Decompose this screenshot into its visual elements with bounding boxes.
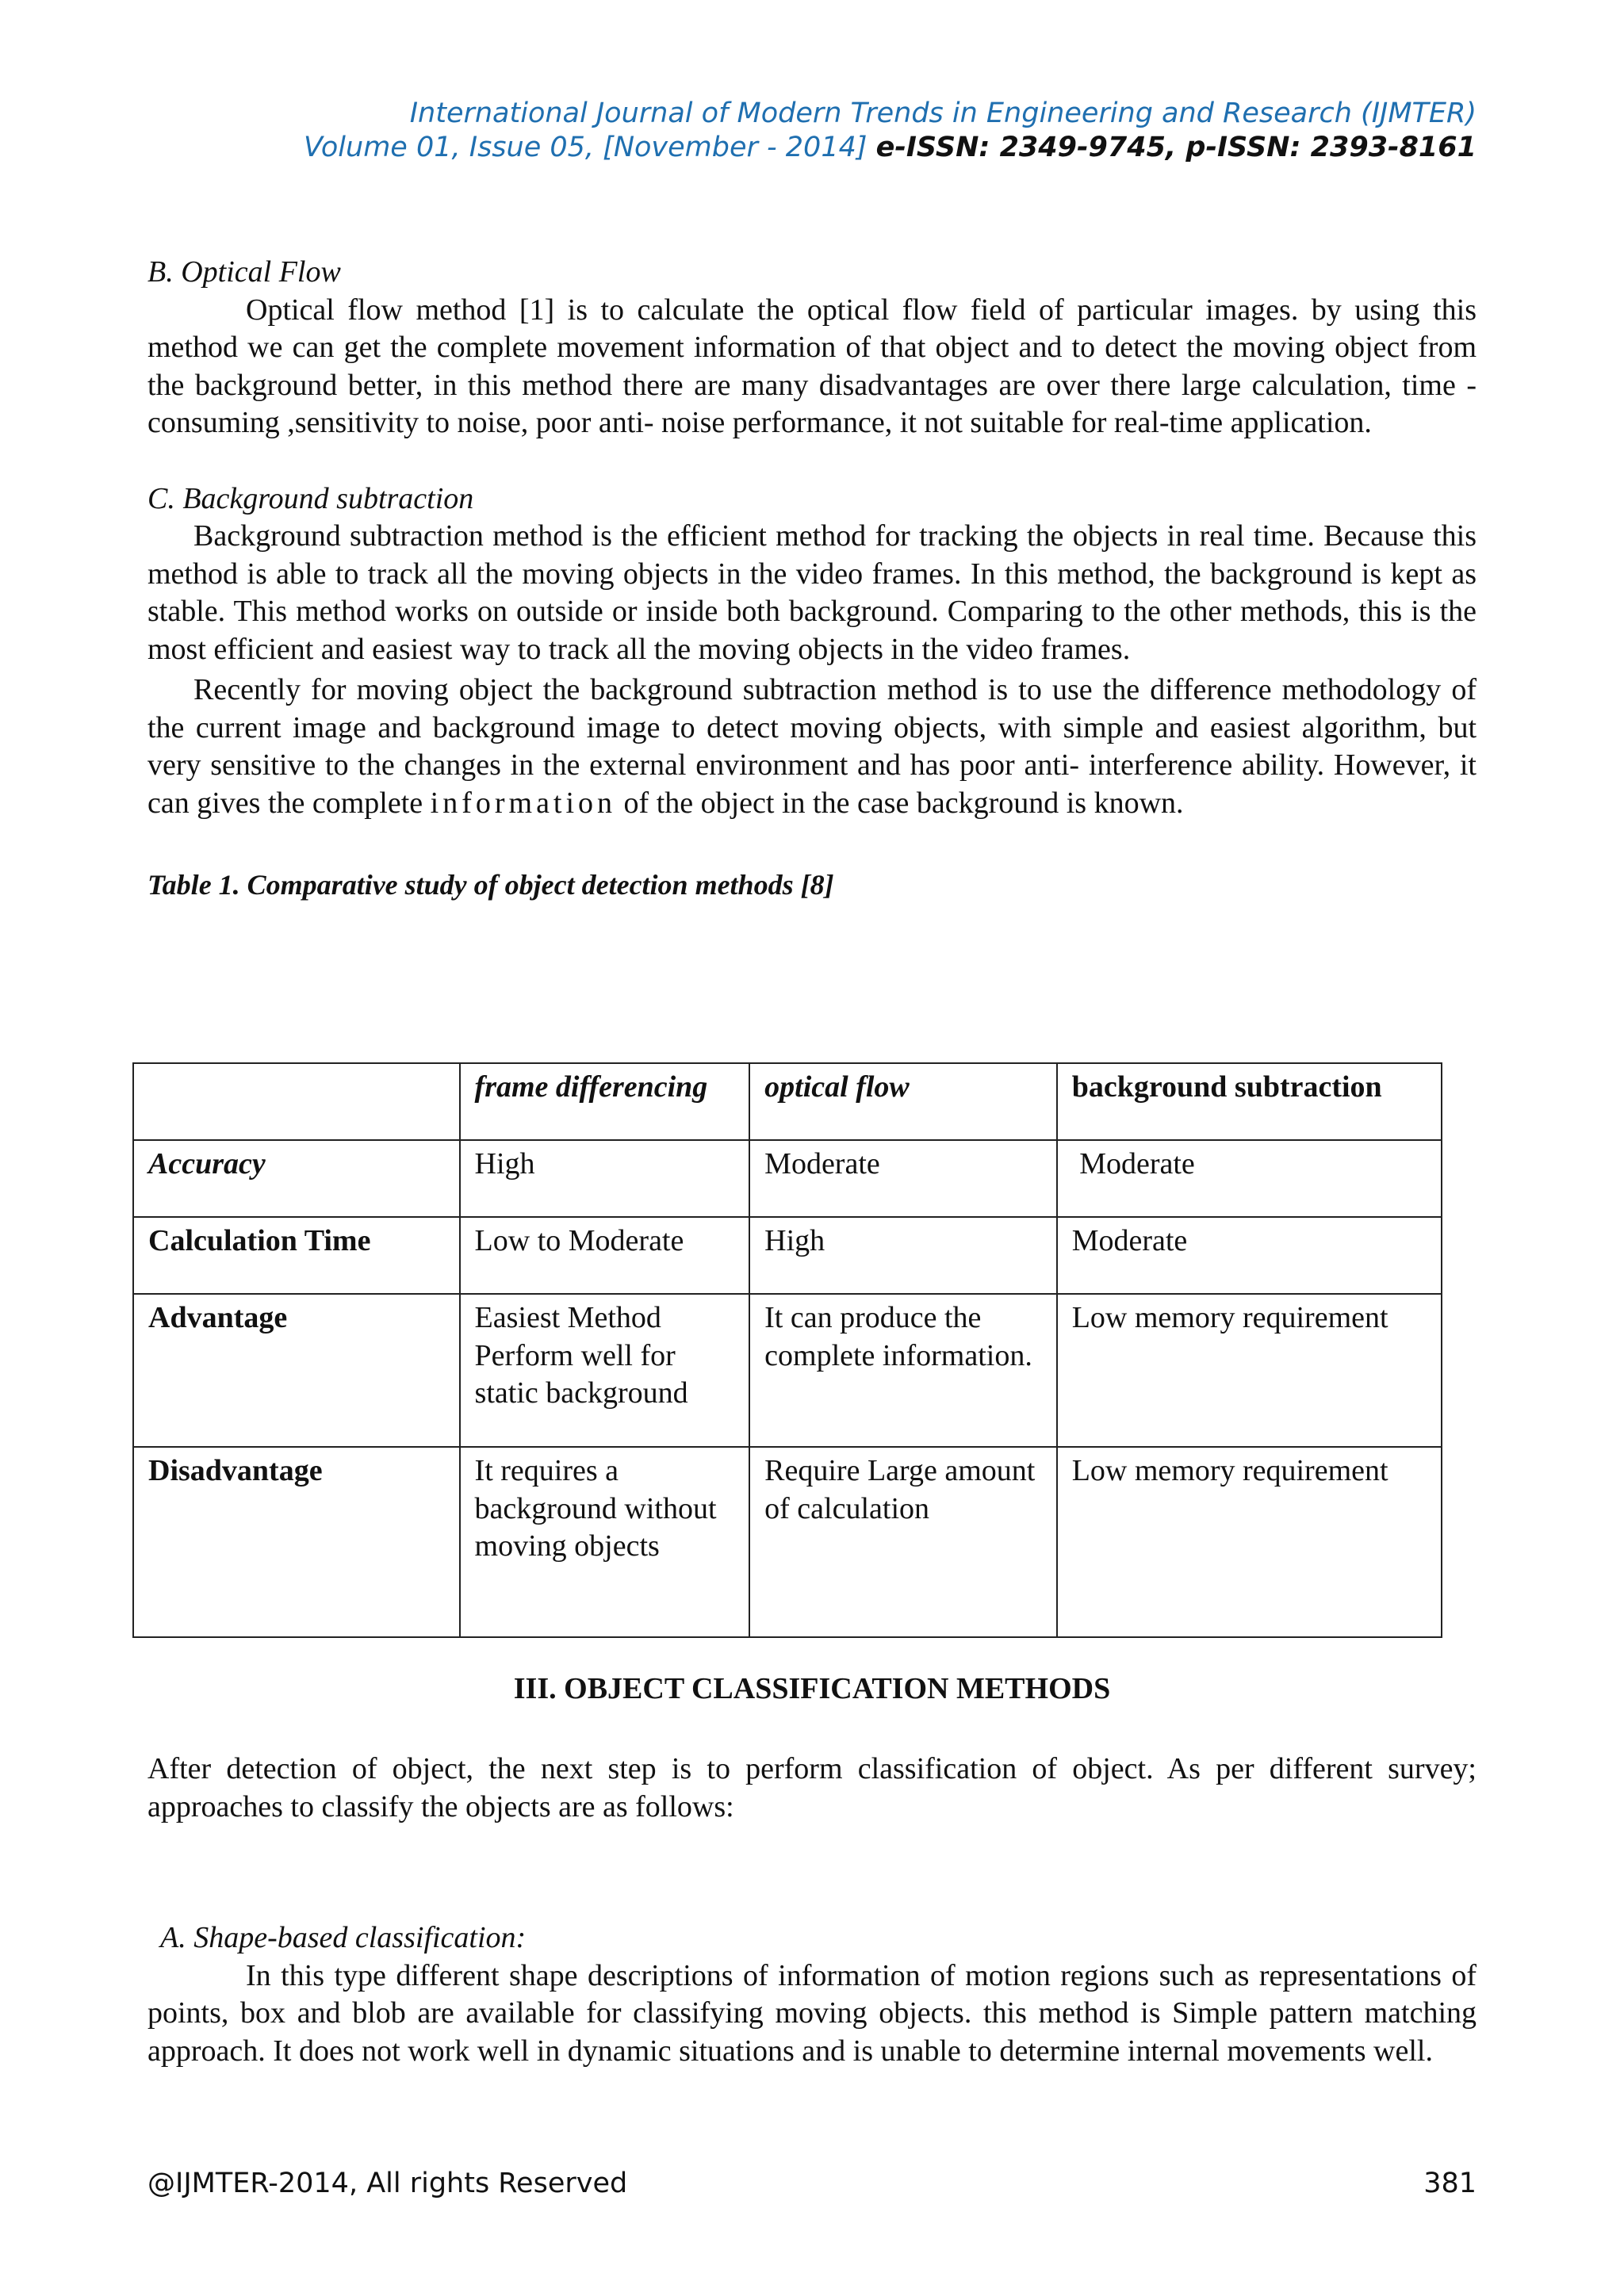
copyright: @IJMTER-2014, All rights Reserved	[147, 2168, 628, 2199]
journal-issue	[143, 131, 1477, 165]
table-cell: Easiest Method Perform well for static background	[460, 1294, 750, 1447]
table-header-row	[133, 1063, 1442, 1140]
section-title: III. OBJECT CLASSIFICATION METHODS	[513, 1672, 1111, 1705]
background-subtraction-heading: C. Background subtraction	[147, 481, 474, 515]
table-cell: High	[460, 1140, 750, 1217]
page-number: 381	[1423, 2168, 1477, 2199]
spaced-word: information	[430, 786, 617, 820]
background-subtraction-paragraph-2: Recently for moving object the background subtraction method is to use the difference methodology of the current image and background image to detect moving objects, with simple and easiest algorithm, but very sensitive to the changes in the external environment and has poor anti- interference ability. However, it can gives the complete information of the object in the case background is known.	[147, 673, 1477, 820]
table-cell: High	[749, 1217, 1057, 1294]
table-cell: Require Large amount of calculation	[749, 1447, 1057, 1637]
background-subtraction-paragraph-1: Background subtraction method is the efficient method for tracking the objects in real time. Because this method is able to track all the moving objects in the video frames. In this method, the background is kept as stable. This method works on outside or inside both background. Comparing to the other methods, this is the most efficient and easiest way to track all the moving objects in the video frames.	[147, 519, 1477, 666]
header-cell-frame-differencing: frame differencing	[460, 1063, 750, 1140]
page-footer	[147, 2168, 1477, 2199]
table-cell: It can produce the complete information.	[749, 1294, 1057, 1447]
table-caption: Table 1. Comparative study of object detection methods [8]	[147, 869, 834, 901]
table-cell: Moderate	[1057, 1140, 1442, 1217]
shape-based-heading: A. Shape-based classification:	[160, 1921, 527, 1954]
table-row	[133, 1217, 1442, 1294]
table-row	[133, 1140, 1442, 1217]
issn: e-ISSN: 2349-9745, p-ISSN: 2393-8161	[875, 132, 1477, 163]
header-cell-empty	[133, 1063, 460, 1140]
comparison-table	[132, 1062, 1442, 1638]
shape-based-paragraph: In this type different shape descriptions of information of motion regions such as representations of points, box and blob are available for classifying moving objects. this method is Simple pattern matching approach. It does not work well in dynamic situations and is unable to determine internal movements well.	[147, 1958, 1477, 2068]
row-label-disadvantage: Disadvantage	[133, 1447, 460, 1637]
lower-body	[147, 1751, 1477, 2070]
volume-issue: Volume 01, Issue 05, [November - 2014]	[304, 132, 876, 163]
row-label-calculation-time: Calculation Time	[133, 1217, 460, 1294]
table-cell: Low memory requirement	[1057, 1294, 1442, 1447]
optical-flow-heading: B. Optical Flow	[147, 255, 341, 289]
table-row	[133, 1447, 1442, 1637]
section-intro: After detection of object, the next step is to perform classification of object. As per different survey; approaches to classify the objects are as follows:	[147, 1752, 1477, 1823]
journal-title: International Journal of Modern Trends in Engineering and Research (IJMTER)	[409, 98, 1477, 129]
table-cell: Moderate	[749, 1140, 1057, 1217]
optical-flow-paragraph: Optical flow method [1] is to calculate the optical flow field of particular images. by using this method we can get the complete movement information of that object and to detect the moving object from the background better, in this method there are many disadvantages are over there large calculation, time -consuming ,sensitivity to noise, poor anti- noise performance, it not suitable for real-time application.	[147, 293, 1477, 439]
table-cell: It requires a background without moving objects	[460, 1447, 750, 1637]
row-label-accuracy: Accuracy	[133, 1140, 460, 1217]
table-cell: Low to Moderate	[460, 1217, 750, 1294]
table-cell: Moderate	[1057, 1217, 1442, 1294]
table-cell: Low memory requirement	[1057, 1447, 1442, 1637]
table-row	[133, 1294, 1442, 1447]
upper-body	[147, 254, 1477, 905]
journal-header	[143, 97, 1477, 165]
header-cell-optical-flow: optical flow	[749, 1063, 1057, 1140]
row-label-advantage: Advantage	[133, 1294, 460, 1447]
header-cell-background-subtraction: background subtraction	[1057, 1063, 1442, 1140]
